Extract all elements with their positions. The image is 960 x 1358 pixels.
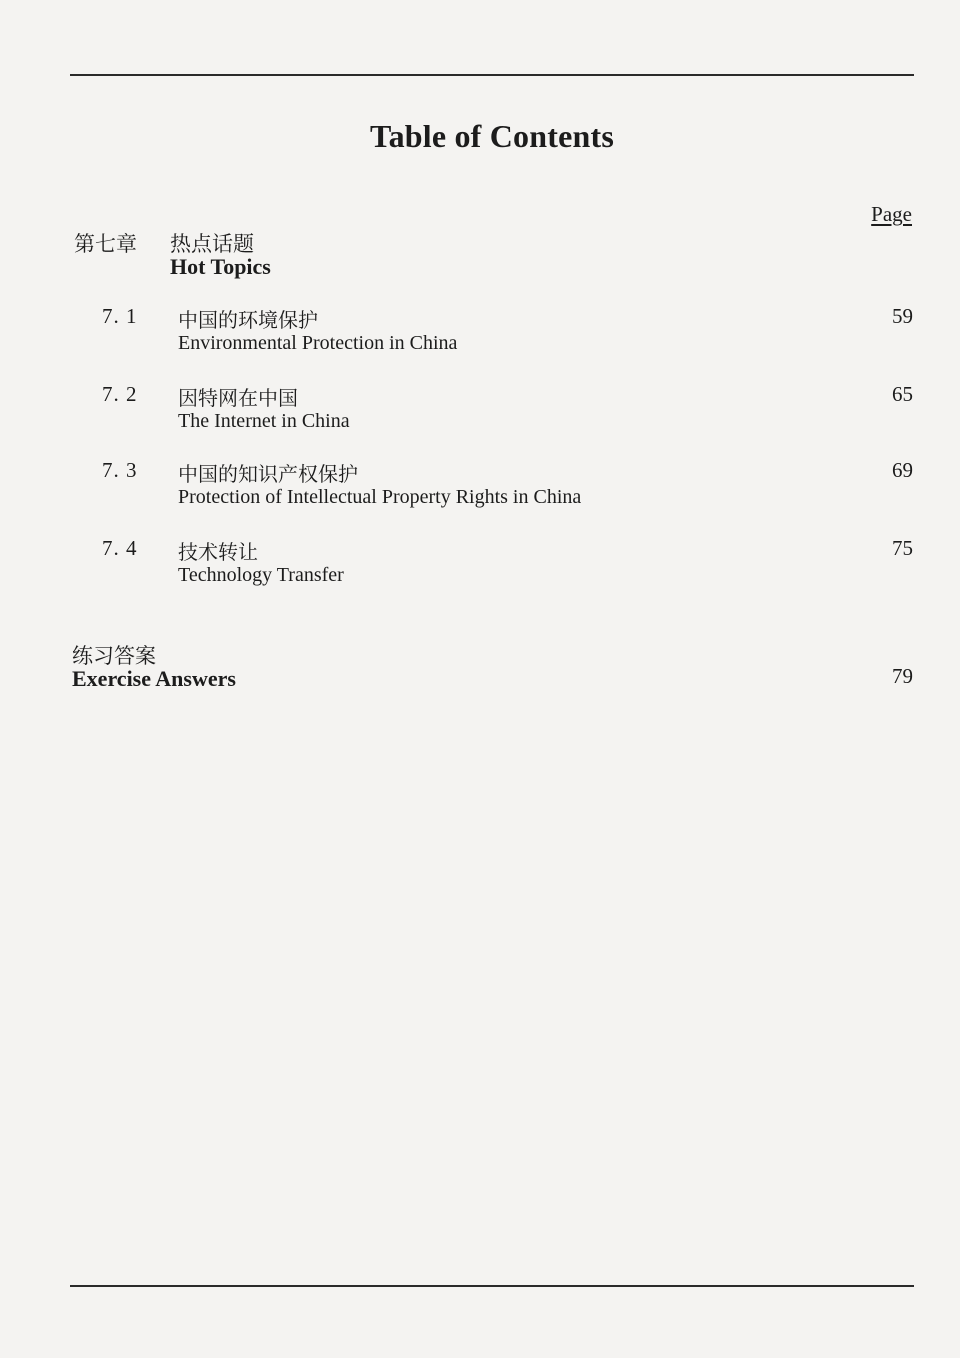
toc-entry-7-4[interactable] — [0, 536, 960, 596]
section-page-number: 75 — [892, 536, 913, 560]
section-title-zh: 技术转让 — [178, 540, 258, 564]
section-title-en: Technology Transfer — [178, 564, 344, 586]
bottom-rule — [70, 1285, 914, 1287]
chapter-title-zh: 热点话题 — [170, 232, 254, 256]
section-number: 7. 4 — [102, 536, 138, 560]
section-title-en: The Internet in China — [178, 410, 350, 432]
section-title-zh: 中国的知识产权保护 — [178, 462, 358, 486]
section-title-en: Environmental Protection in China — [178, 332, 458, 354]
section-page-number: 69 — [892, 458, 913, 482]
section-title-zh: 因特网在中国 — [178, 386, 298, 410]
section-title-zh: 中国的环境保护 — [178, 308, 318, 332]
section-number: 7. 3 — [102, 458, 138, 482]
section-page-number: 65 — [892, 382, 913, 406]
toc-entry-7-3[interactable] — [0, 458, 960, 518]
section-title-en: Protection of Intellectual Property Rights in China — [178, 486, 582, 508]
answers-title-en: Exercise Answers — [72, 666, 236, 691]
toc-entry-7-1[interactable] — [0, 304, 960, 364]
top-rule — [70, 74, 914, 76]
answers-title-zh: 练习答案 — [72, 644, 156, 668]
toc-entry-7-2[interactable] — [0, 382, 960, 442]
chapter-number: 第七章 — [74, 232, 137, 256]
answers-page-number: 79 — [892, 664, 913, 688]
section-page-number: 59 — [892, 304, 913, 328]
section-number: 7. 2 — [102, 382, 138, 406]
section-number: 7. 1 — [102, 304, 138, 328]
page-column-label: Page — [871, 202, 912, 226]
chapter-title-en: Hot Topics — [170, 254, 271, 279]
toc-entry-exercise-answers[interactable] — [72, 640, 914, 700]
page-title: Table of Contents — [369, 118, 615, 154]
